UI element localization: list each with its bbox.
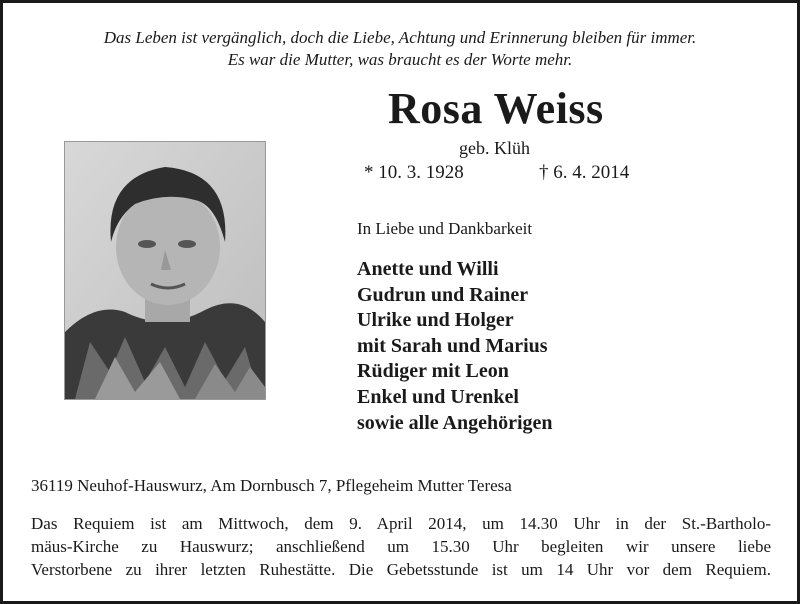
funeral-notice-line: Verstorbene zu ihrer letzten Ruhestätte. Die Gebetsstunde ist um 14 Uhr vor dem Requiem. — [31, 560, 771, 579]
mourner-entry: Ulrike und Holger — [357, 309, 514, 332]
mourner-entry: mit Sarah und Marius — [357, 334, 548, 357]
birth-date: * 10. 3. 1928 — [364, 162, 464, 183]
mourner-entry: Gudrun und Rainer — [357, 283, 529, 306]
quote-line-2: Es war die Mutter, was braucht es der Worte mehr. — [227, 50, 573, 69]
death-date: † 6. 4. 2014 — [539, 162, 630, 183]
deceased-name: Rosa Weiss — [388, 84, 604, 133]
quote-line-1: Das Leben ist vergänglich, doch die Liebe, Achtung und Erinnerung bleiben für immer. — [103, 28, 697, 47]
mourner-entry: Enkel und Urenkel — [357, 385, 519, 408]
dedication: In Liebe und Dankbarkeit — [357, 219, 533, 238]
portrait-photo — [64, 141, 266, 400]
mourner-entry: Rüdiger mit Leon — [357, 360, 509, 383]
address: 36119 Neuhof-Hauswurz, Am Dornbusch 7, Pflegeheim Mutter Teresa — [31, 476, 512, 495]
mourners-list — [357, 257, 553, 436]
funeral-notice-line: Das Requiem ist am Mittwoch, dem 9. April 2014, um 14.30 Uhr in der St.-Bartholo- — [31, 514, 771, 533]
portrait-photo-image — [65, 142, 265, 399]
mourner-entry: sowie alle Angehörigen — [357, 411, 553, 434]
birth-name: geb. Klüh — [459, 138, 530, 158]
funeral-notice-line: mäus-Kirche zu Hauswurz; anschließend um 15.30 Uhr begleiten wir unsere liebe — [31, 537, 771, 556]
mourner-entry: Anette und Willi — [357, 258, 499, 280]
funeral-notice — [31, 512, 771, 581]
